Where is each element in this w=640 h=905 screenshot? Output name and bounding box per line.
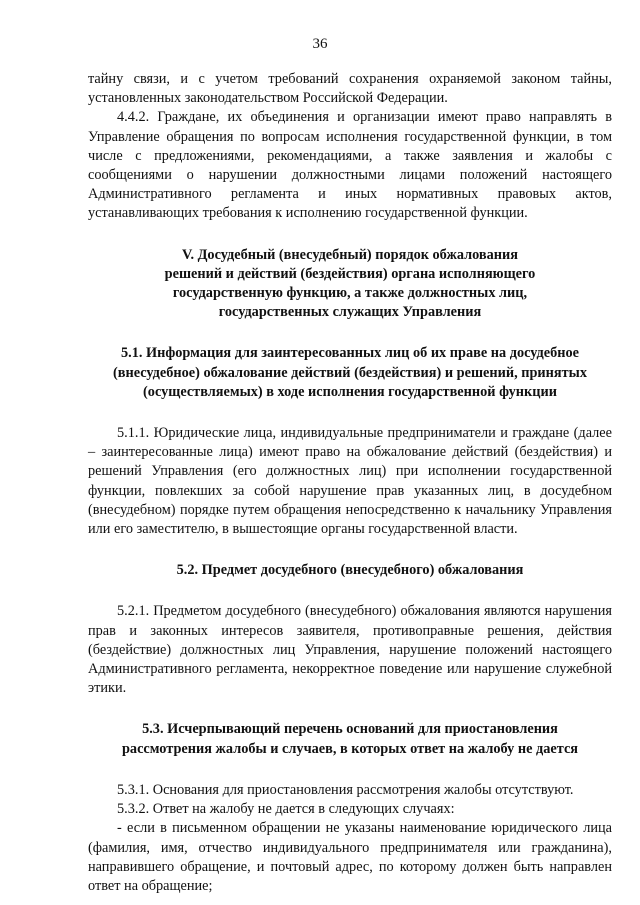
heading-5-2: 5.2. Предмет досудебного (внесудебного) обжалования xyxy=(176,562,524,579)
section-v-title-line: V. Досудебный (внесудебный) порядок обжалования xyxy=(181,246,519,263)
heading-5-3 xyxy=(88,720,612,758)
paragraph-5-1-1: 5.1.1. Юридические лица, индивидуальные предприниматели и граждане (далее – заинтересованные лица) имеют право на обжалование действий (бездействия) и решений Управления (его должностных лиц) при исполнении государственной функции, повлекших за собой нарушение прав указанных лиц, в досудебном (внесудебном) порядке путем обращения непосредственно к начальнику Управления или его заместителю, в вышестоящие органы государственной власти. xyxy=(88,425,612,538)
page-number: 36 xyxy=(312,36,328,52)
heading-5-1-line: (осуществляемых) в ходе исполнения государственной функции xyxy=(143,383,557,400)
paragraph-5-3-2: 5.3.2. Ответ на жалобу не дается в следующих случаях: xyxy=(117,801,455,818)
section-v-title xyxy=(88,246,612,323)
heading-5-3-line: 5.3. Исчерпывающий перечень оснований для приостановления xyxy=(142,721,558,738)
section-v-title-line: решений и действий (бездействия) органа исполняющего xyxy=(164,265,536,282)
heading-5-1-line: (внесудебное) обжалование действий (бездействия) и решений, принятых xyxy=(113,364,587,381)
heading-5-1 xyxy=(88,344,612,402)
document-body xyxy=(88,70,612,896)
paragraph-5-3-1: 5.3.1. Основания для приостановления рассмотрения жалобы отсутствуют. xyxy=(117,781,574,798)
paragraph-5-2-1: 5.2.1. Предметом досудебного (внесудебного) обжалования являются нарушения прав и законных интересов заявителя, противоправные решения, действия (бездействие) должностных лиц Управления, нарушение положений настоящего Административного регламента, некорректное поведение или нарушение служебной этики. xyxy=(88,603,612,697)
list-item: - если в письменном обращении не указаны наименование юридического лица (фамилия, имя, отчество индивидуального предпринимателя или гражданина), направившего обращение, и почтовый адрес, по которому должен быть направлен ответ на обращение; xyxy=(88,820,612,894)
section-v-title-line: государственных служащих Управления xyxy=(218,304,482,321)
paragraph-4-4-2: 4.4.2. Граждане, их объединения и организации имеют право направлять в Управление обращения по вопросам исполнения государственной функции, в том числе с предложениями, рекомендациями, а также заявления и жалобы с сообщениями о нарушении должностными лицами положений настоящего Административного регламента и иных нормативных правовых актов, устанавливающих требования к исполнению государственной функции. xyxy=(88,109,612,222)
paragraph-continuation: тайну связи, и с учетом требований сохранения охраняемой законом тайны, установленных законодательством Российской Федерации. xyxy=(88,71,612,107)
section-v-title-line: государственную функцию, а также должностных лиц, xyxy=(172,285,528,302)
heading-5-1-line: 5.1. Информация для заинтересованных лиц об их праве на досудебное xyxy=(121,345,579,362)
heading-5-3-line: рассмотрения жалобы и случаев, в которых ответ на жалобу не дается xyxy=(121,740,579,757)
